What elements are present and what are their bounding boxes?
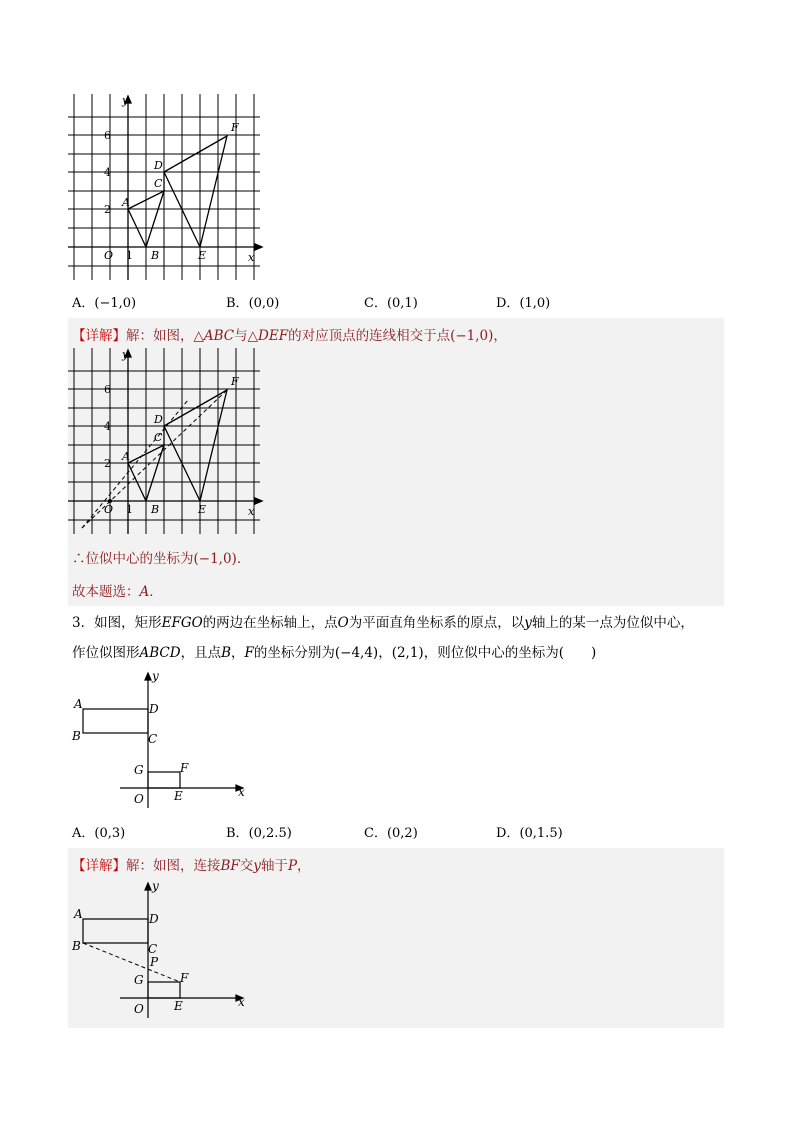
point-D-label: D <box>154 413 163 426</box>
tick-label-4: 4 <box>104 166 111 179</box>
y-axis-label: y <box>122 348 129 361</box>
q2-option-d[interactable]: D．(1,0) <box>496 296 551 311</box>
q3-options <box>72 822 732 842</box>
q2-option-b[interactable]: B．(0,0) <box>226 296 280 311</box>
point-D-label: D <box>149 702 159 716</box>
q2-detail-line: 【详解】解：如图，△ABC与△DEF的对应顶点的连线相交于点(−1,0)， <box>72 328 507 344</box>
q3-option-b[interactable]: B．(0,2.5) <box>226 826 292 841</box>
q3-option-a[interactable]: A．(0,3) <box>72 826 126 841</box>
point-C-label: C <box>154 431 163 444</box>
tick-label-6: 6 <box>104 383 111 396</box>
y-axis-label: y <box>152 879 159 893</box>
point-E-label: E <box>198 503 207 516</box>
point-C-label: C <box>154 177 163 190</box>
point-A-label: A <box>122 450 130 463</box>
detail-tag: 【详解】 <box>72 328 126 344</box>
point-P-label: P <box>150 955 159 969</box>
q2-option-c[interactable]: C．(0,1) <box>364 296 418 311</box>
rect-figure-2 <box>70 878 260 1018</box>
point-B-label: B <box>151 503 160 516</box>
point-F-label: F <box>180 761 189 775</box>
detail-tag: 【详解】 <box>72 858 126 874</box>
tick-label-2: 2 <box>104 457 111 470</box>
q2-options <box>72 292 732 312</box>
point-A-label: A <box>74 697 83 711</box>
point-D-label: D <box>154 159 163 172</box>
point-G-label: G <box>134 973 144 987</box>
point-E-label: E <box>174 999 183 1013</box>
grid-figure-2 <box>68 348 268 534</box>
point-D-label: D <box>149 912 159 926</box>
rect-figure-1 <box>70 668 260 808</box>
point-F-label: F <box>180 971 189 985</box>
point-E-label: E <box>174 789 183 803</box>
q3-option-d[interactable]: D．(0,1.5) <box>496 826 563 841</box>
point-G-label: G <box>134 763 144 777</box>
point-F-label: F <box>231 375 239 388</box>
tick-label-4: 4 <box>104 420 111 433</box>
origin-label: O <box>134 792 144 806</box>
point-B-label: B <box>72 729 81 743</box>
grid-figure-1 <box>68 94 268 280</box>
point-B-label: B <box>72 939 81 953</box>
x-axis-label: x <box>248 251 255 264</box>
origin-label: O <box>104 503 114 516</box>
x-axis-label: x <box>238 995 245 1009</box>
tick-label-2: 2 <box>104 203 111 216</box>
point-C-label: C <box>148 942 158 956</box>
q3-detail-line: 【详解】解：如图，连接BF交y轴于P， <box>72 858 311 874</box>
x-axis-label: x <box>248 505 255 518</box>
point-B-label: B <box>151 249 160 262</box>
q2-conclusion-line: ∴位似中心的坐标为(−1,0)． <box>72 551 251 567</box>
point-E-label: E <box>198 249 207 262</box>
q2-answer-line: 故本题选：A． <box>72 584 163 600</box>
y-axis-label: y <box>152 669 159 683</box>
point-A-label: A <box>74 907 83 921</box>
tick-label-1: 1 <box>126 503 133 516</box>
q3-stem-line-1: 3．如图，矩形EFGO的两边在坐标轴上，点O为平面直角坐标系的原点，以y轴上的某一点为位似中心， <box>72 615 694 631</box>
point-A-label: A <box>122 196 130 209</box>
origin-label: O <box>104 249 114 262</box>
tick-label-6: 6 <box>104 129 111 142</box>
q3-stem-line-2: 作位似图形ABCD，且点B，F的坐标分别为(−4,4)，(2,1)，则位似中心的坐标为( ) <box>72 645 597 661</box>
point-F-label: F <box>231 121 239 134</box>
point-C-label: C <box>148 732 158 746</box>
q3-option-c[interactable]: C．(0,2) <box>364 826 418 841</box>
tick-label-1: 1 <box>126 249 133 262</box>
origin-label: O <box>134 1002 144 1016</box>
y-axis-label: y <box>122 94 129 107</box>
q2-option-a[interactable]: A．(−1,0) <box>72 296 137 311</box>
x-axis-label: x <box>238 785 245 799</box>
